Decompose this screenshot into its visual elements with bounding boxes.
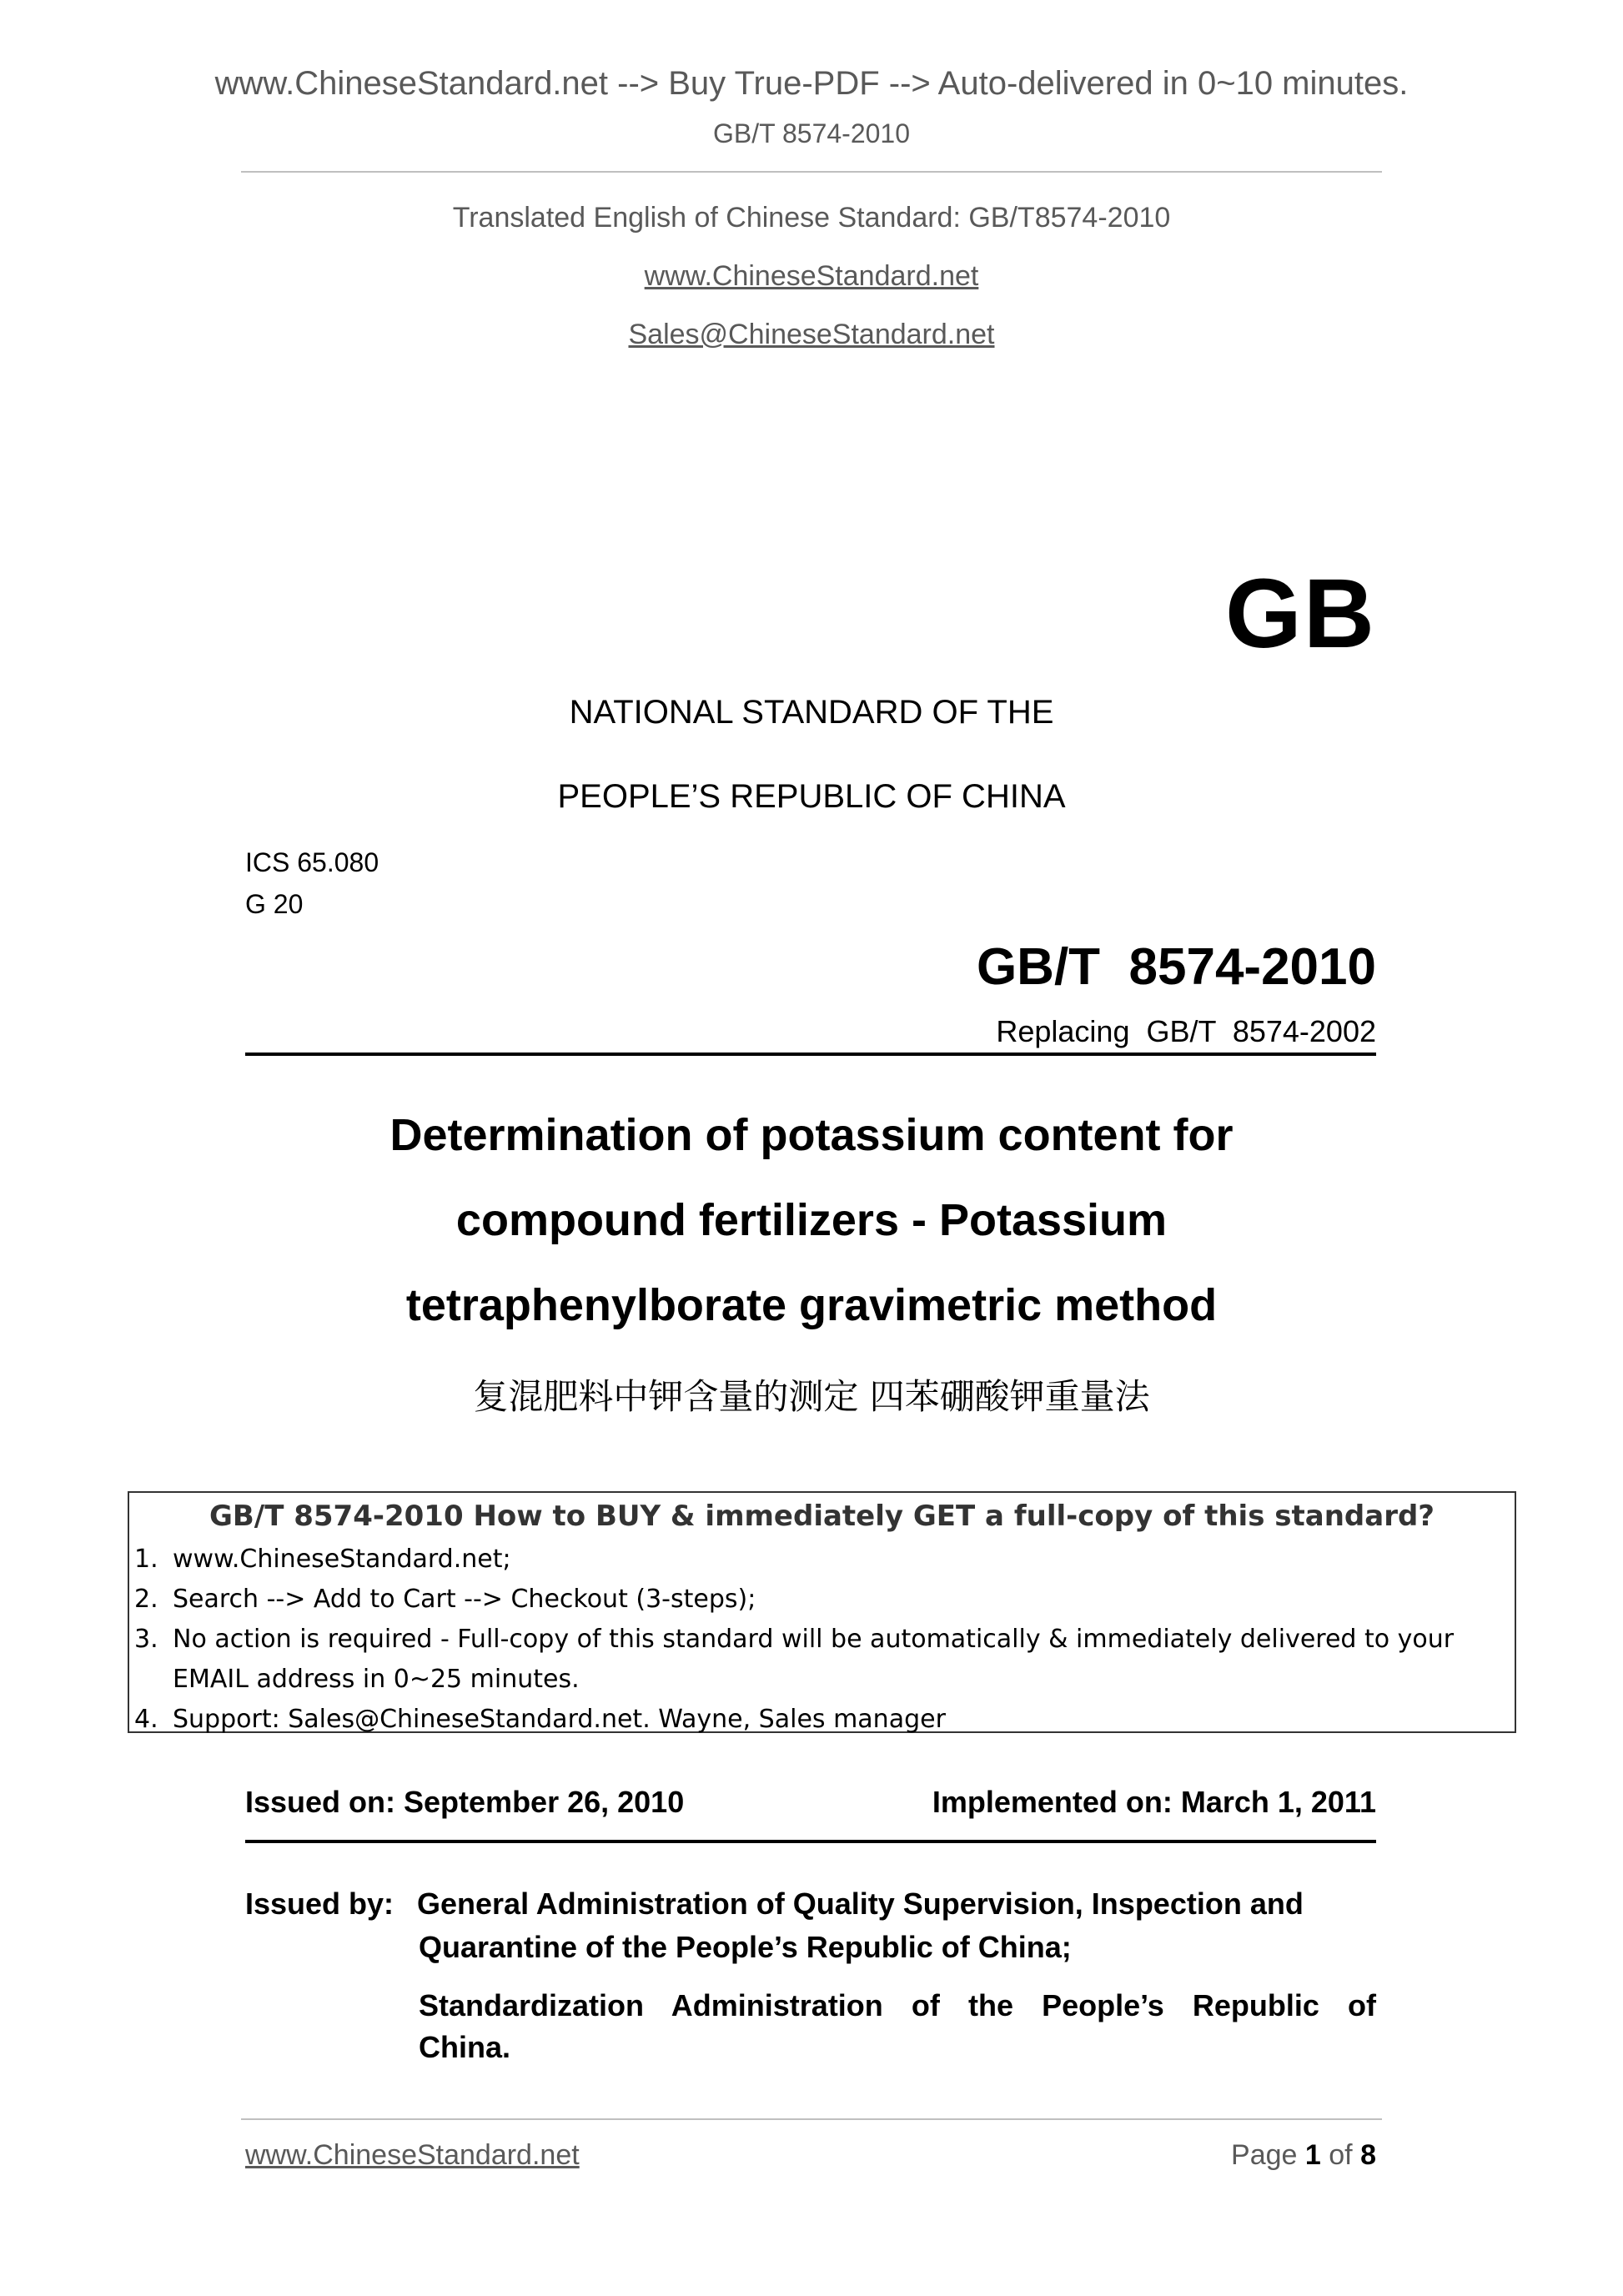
buy-step-text: No action is required - Full-copy of this standard will be automatically & immediately delivered to your EMAIL address in 0~25 minutes. [173,1625,1455,1694]
issued-date: Issued on: September 26, 2010 [245,1785,685,1819]
ccs-code: G 20 [245,889,304,919]
translation-website-link[interactable]: www.ChineseStandard.net [644,260,979,292]
issued-by-label: Issued by: [245,1887,394,1921]
dates-divider [245,1840,1376,1843]
ics-code: ICS 65.080 [245,847,379,877]
title-line3: tetraphenylborate gravimetric method [405,1280,1218,1330]
buy-step-number: 4. [134,1705,158,1734]
chinese-title: 复混肥料中钾含量的测定 四苯硼酸钾重量法 [473,1376,1150,1417]
translation-line: Translated English of Chinese Standard: GB/T8574-2010 [452,202,1171,234]
issuer-1-line1: General Administration of Quality Supervision, Inspection and [417,1887,1304,1921]
buy-steps-list [134,1540,1502,1740]
buy-step-number: 3. [134,1625,158,1654]
buy-step [134,1700,1502,1740]
issuer-2-line2: China. [419,2030,511,2064]
implemented-date: Implemented on: March 1, 2011 [932,1785,1376,1819]
buy-step-number: 1. [134,1545,158,1574]
buy-step-text: www.ChineseStandard.net; [173,1545,511,1574]
page-total: 8 [1360,2139,1376,2171]
buy-step-text: Support: Sales@ChineseStandard.net. Wayne, Sales manager [173,1705,946,1734]
title-line2: compound fertilizers - Potassium [455,1195,1168,1245]
buy-step [134,1540,1502,1580]
standard-number: GB/T 8574-2010 [976,938,1376,996]
buy-step [134,1580,1502,1620]
page-prefix: Page [1231,2139,1298,2171]
buy-instructions-box [128,1491,1516,1733]
footer-divider [241,2118,1382,2120]
page-of: of [1329,2139,1353,2171]
top-banner: www.ChineseStandard.net --> Buy True-PDF --> Auto-delivered in 0~10 minutes. [214,65,1409,102]
buy-step [134,1620,1502,1700]
translation-website [0,260,1623,293]
buy-step-text: Search --> Add to Cart --> Checkout (3-steps); [173,1585,756,1614]
national-standard-line2: PEOPLE’S REPUBLIC OF CHINA [557,778,1066,815]
standard-number-divider [245,1053,1376,1056]
header-doc-code: GB/T 8574-2010 [712,118,910,148]
national-standard-line1: NATIONAL STANDARD OF THE [569,694,1054,731]
translation-email-link[interactable]: Sales@ChineseStandard.net [628,319,995,350]
translation-email [0,319,1623,351]
issuer-1-line2: Quarantine of the People’s Republic of China; [419,1930,1072,1964]
header-divider [241,171,1382,173]
page-current: 1 [1304,2139,1321,2171]
gb-logo: GB [1225,559,1376,669]
footer-website [245,2139,580,2172]
page-indicator [1231,2139,1376,2172]
buy-box-title: GB/T 8574-2010 How to BUY & immediately GET a full-copy of this standard? [209,1500,1435,1533]
title-line1: Determination of potassium content for [389,1110,1234,1160]
issuer-2-line1: Standardization Administration of the People’s Republic of [419,1988,1376,2022]
replacing-note: Replacing GB/T 8574-2002 [996,1014,1376,1048]
buy-step-number: 2. [134,1585,158,1614]
footer-website-link[interactable]: www.ChineseStandard.net [245,2139,580,2171]
